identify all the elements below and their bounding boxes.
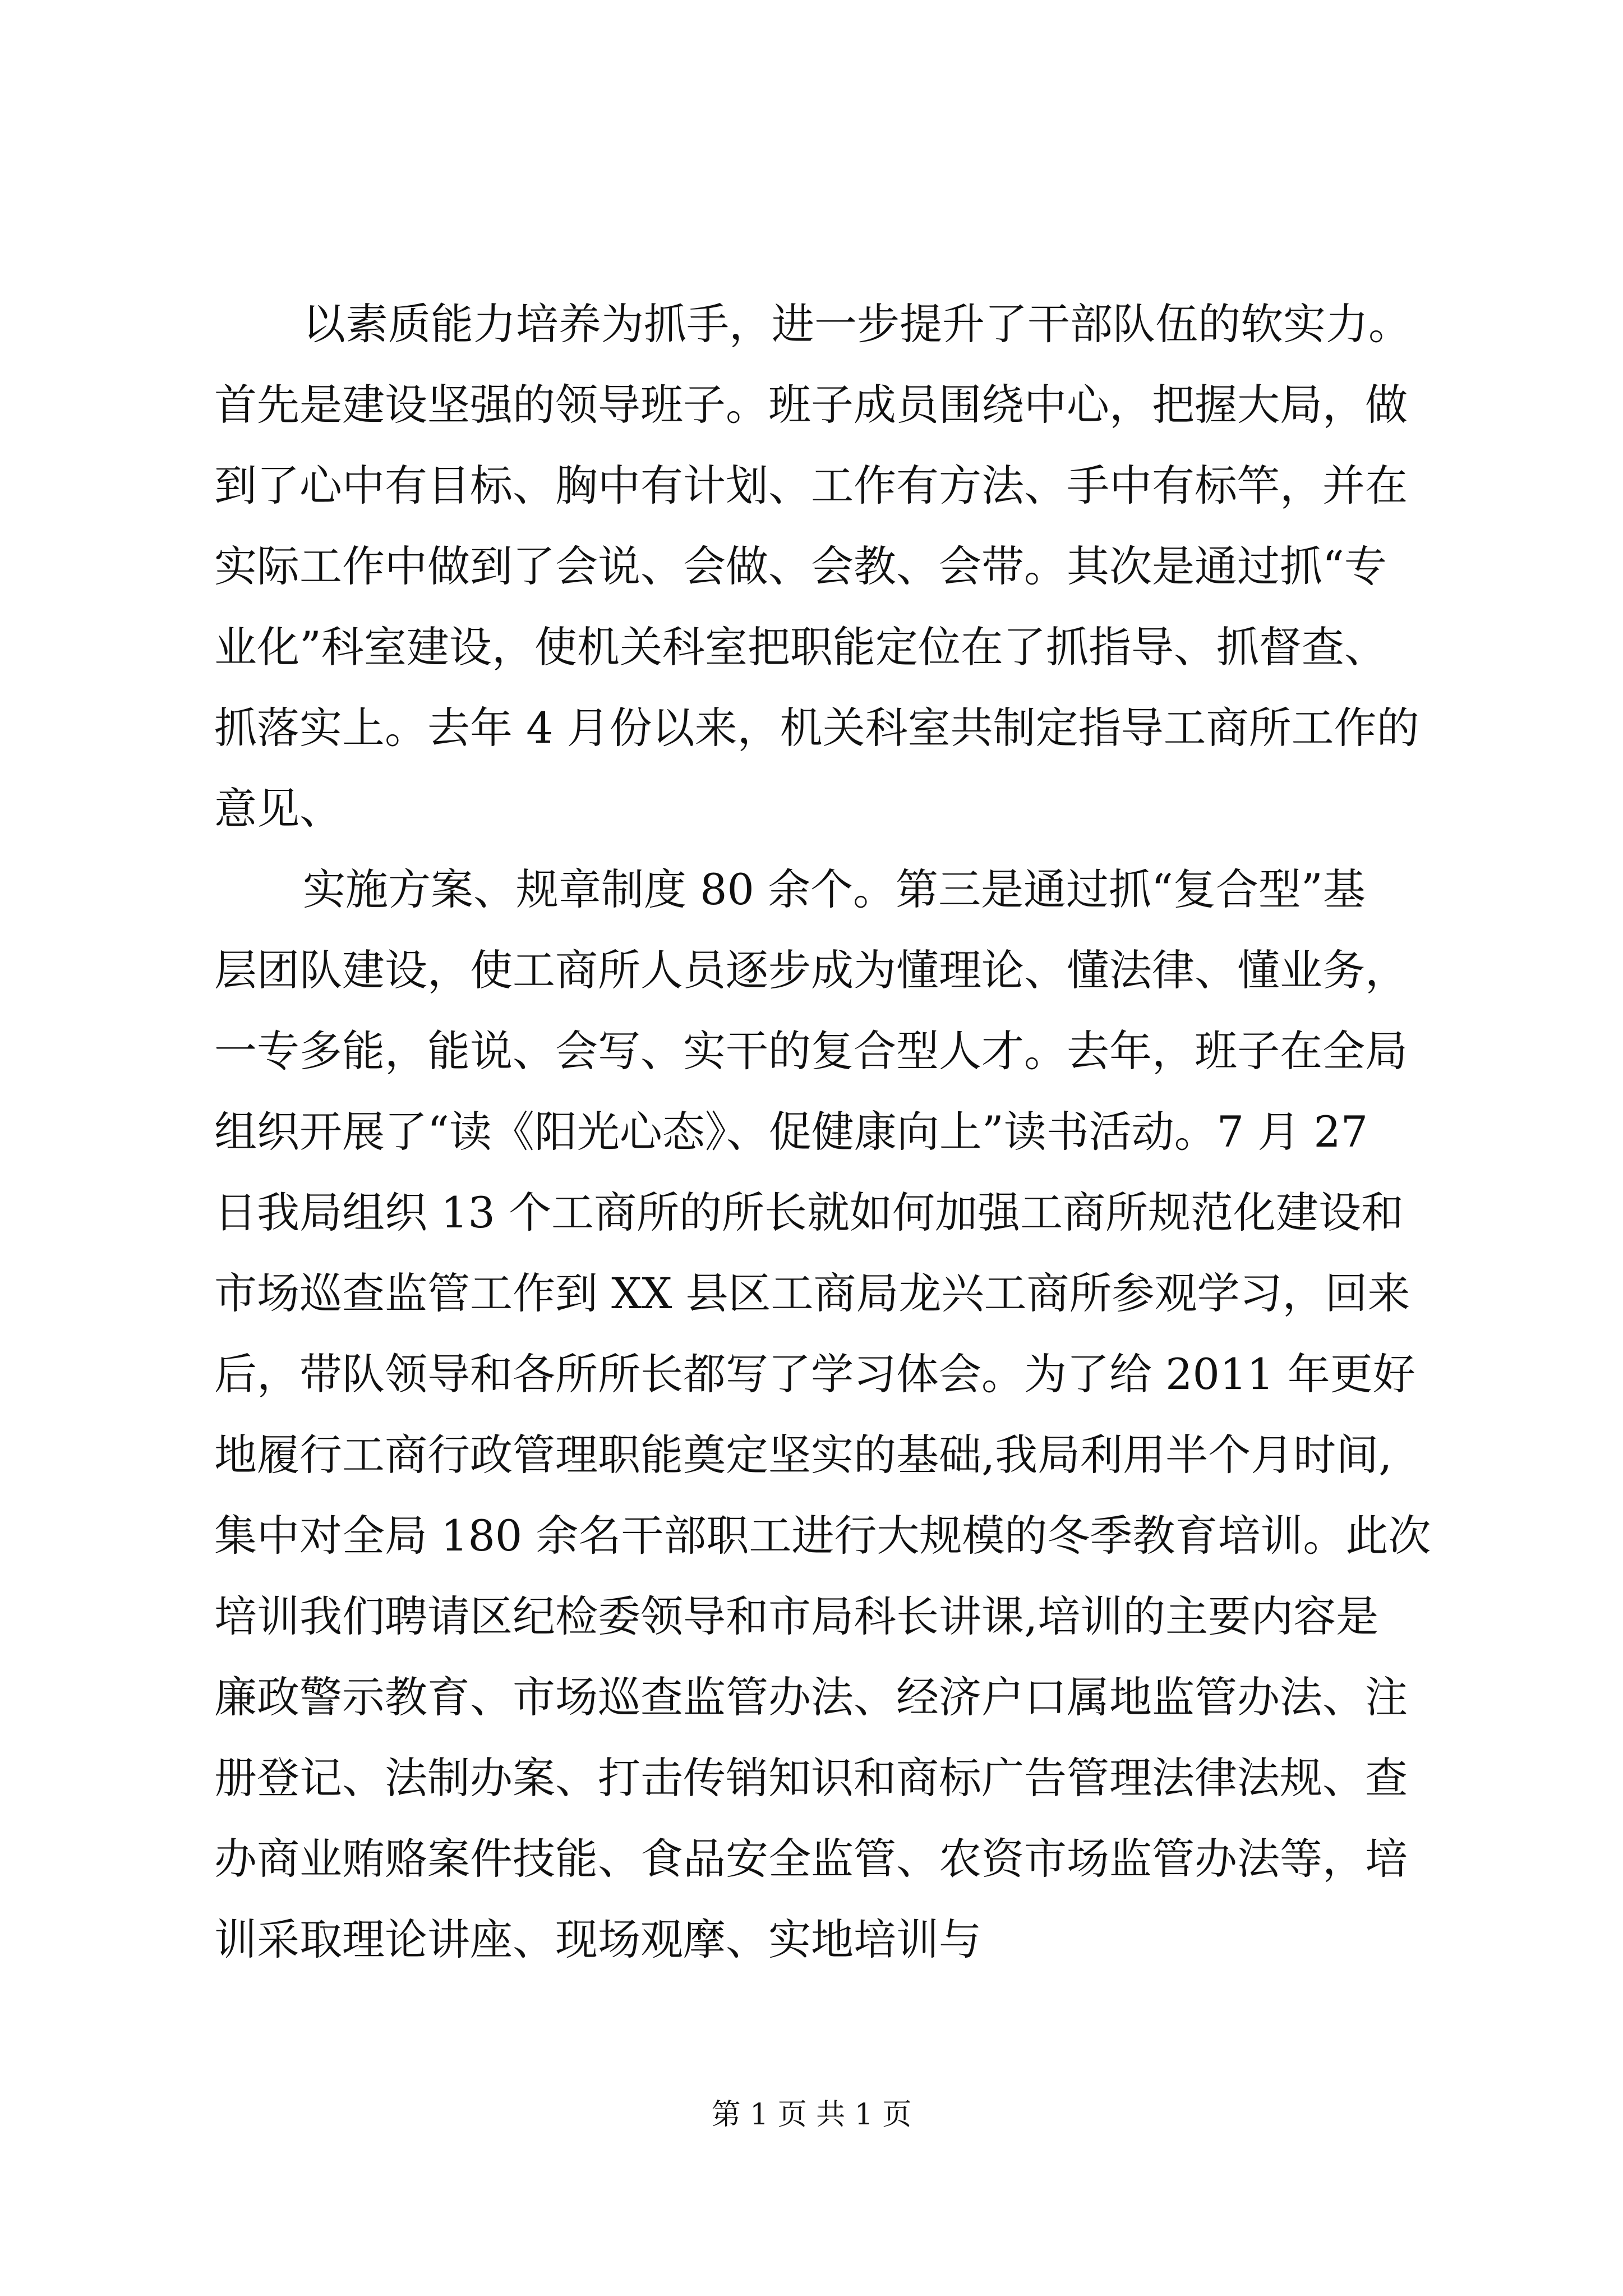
document-body: 以素质能力培养为抓手，进一步提升了干部队伍的软实力。 首先是建设坚强的领导班子。班子成员围绕中心，把握大局，做 到了心中有目标、胸中有计划、工作有方法、手中有标竿，并在 实际工作中做到了会说、会做、会教、会带。其次是通过抓“专 业化”科室建设，使机关科室把职能定位在了抓指导、抓督查、 抓落实上。去年 4 月份以来，机关科室共制定指导工商所工作的 意见、 实施方案、规章制度 80 余个。第三是通过抓“复合型”基 层团队建设，使工商所人员逐步成为懂理论、懂法律、懂业务， 一专多能，能说、会写、实干的复合型人才。去年，班子在全局 组织开展了“读《阳光心态》、促健康向上”读书活动。7 月 27 日我局组织 13 个工商所的所长就如何加强工商所规范化建设和 市场巡查监管工作到 XX 县区工商局龙兴工商所参观学习，回来 后，带队领导和各所所长都写了学习体会。为了给 2011 年更好 地履行工商行政管理职能奠定坚实的基础,我局利用半个月时间, 集中对全局 180 余名干部职工进行大规模的冬季教育培训。此次 培训我们聘请区纪检委领导和市局科长讲课,培训的主要内容是 廉政警示教育、市场巡查监管办法、经济户口属地监管办法、注 册登记、法制办案、打击传销知识和商标广告管理法律法规、查 办商业贿赂案件技能、食品安全监管、农资市场监管办法等，培 训采取理论讲座、现场观摩、实地培训与 — [214, 299, 1431, 1964]
page-number: 第 1 页 共 1 页 — [711, 2098, 912, 2132]
page-footer — [0, 2095, 1623, 2134]
